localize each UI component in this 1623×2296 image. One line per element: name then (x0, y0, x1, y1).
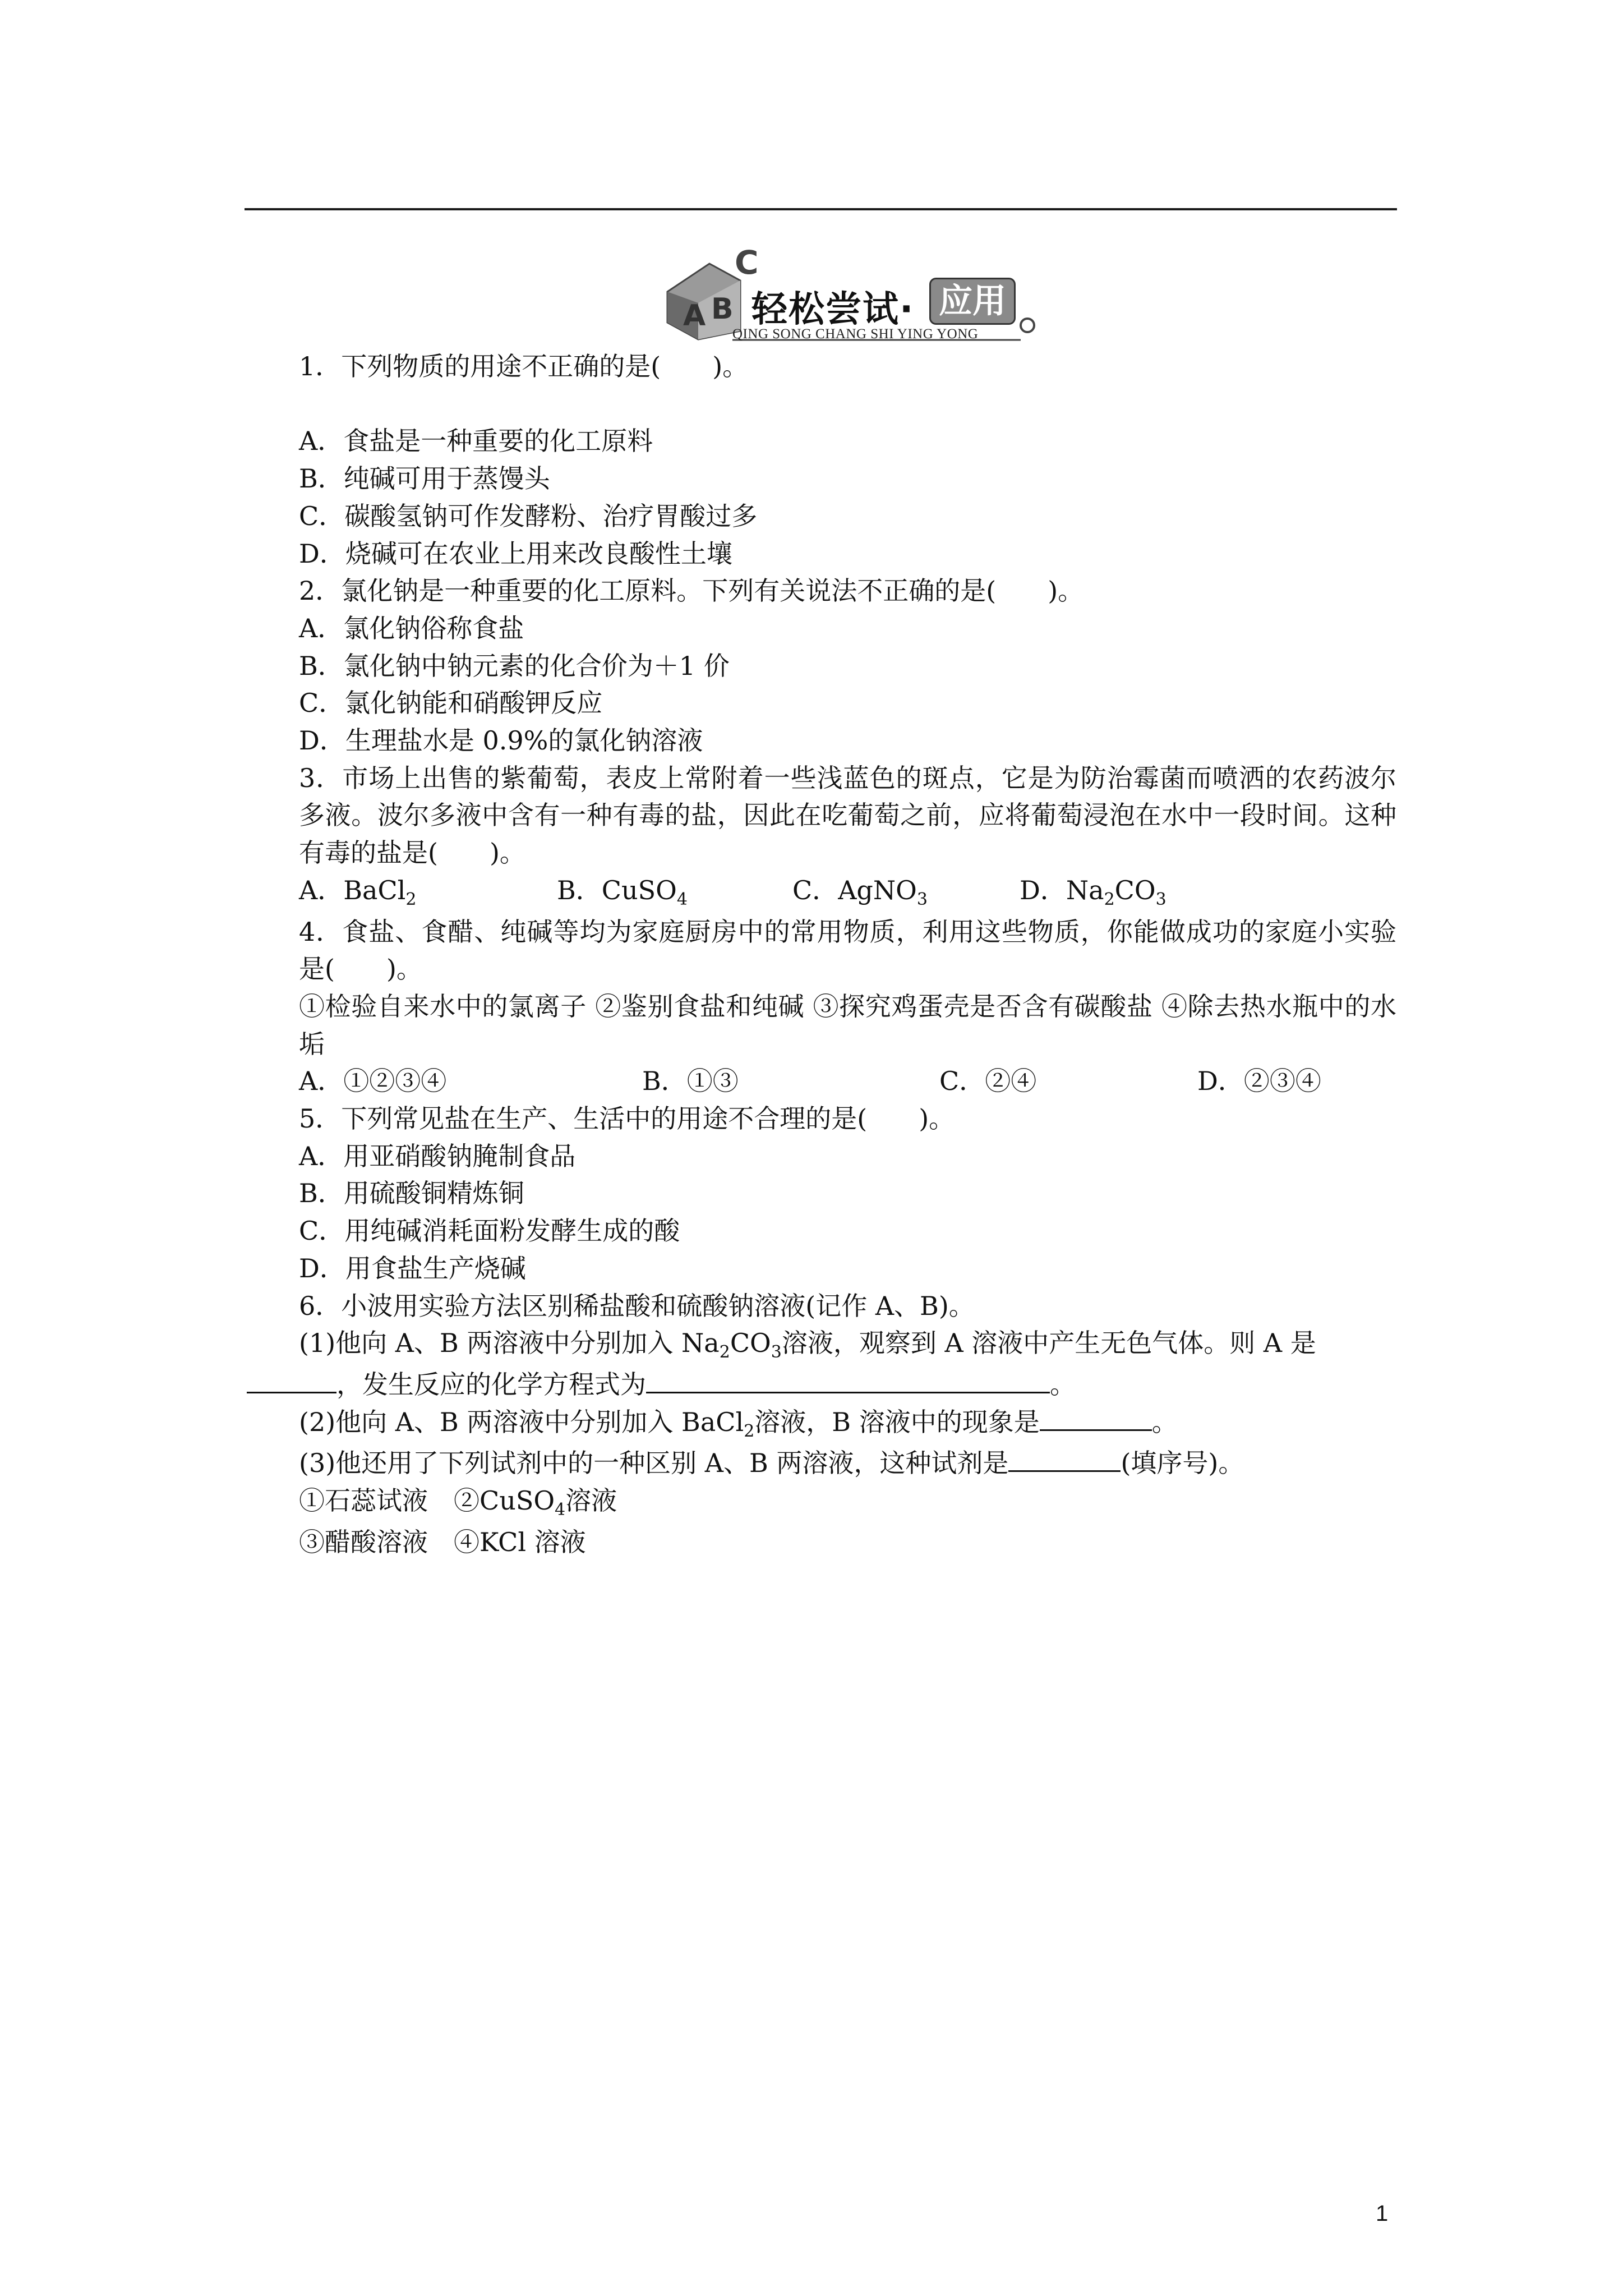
section-banner (656, 224, 1049, 342)
logo-letter-b: B (711, 292, 734, 326)
q6-part1-cont: ，发生反应的化学方程式为 。 (247, 1366, 1396, 1404)
banner-title: 轻松尝试· (751, 289, 915, 330)
q6-part2: (2)他向 A、B 两溶液中分别加入 BaCl$_2$溶液，B 溶液中的现象是 。 (299, 1406, 1178, 1441)
q2-option-b: B．氯化钠中钠元素的化合价为＋1 价 (299, 650, 730, 681)
q1-option-a: A．食盐是一种重要的化工原料 (299, 426, 653, 457)
answer-blank-equation[interactable] (646, 1369, 1050, 1393)
answer-blank-reagent[interactable] (1008, 1448, 1121, 1472)
q5-option-c: C．用纯碱消耗面粉发酵生成的酸 (299, 1216, 680, 1246)
q6-reagents-1: ①石蕊试液 ②CuSO$_4$溶液 (299, 1485, 617, 1520)
q6-reagents-2: ③醋酸溶液 ④KCl 溶液 (299, 1526, 586, 1557)
q1-option-c: C．碳酸氢钠可作发酵粉、治疗胃酸过多 (299, 500, 758, 531)
q4-option-a: A．①②③④ (299, 1066, 447, 1097)
q3-options (247, 872, 1396, 913)
q4-items: ①检验自来水中的氯离子 ②鉴别食盐和纯碱 ③探究鸡蛋壳是否含有碳酸盐 ④除去热水瓶中的水垢 (299, 991, 1396, 1059)
answer-blank-a[interactable] (247, 1369, 336, 1393)
question-list (247, 348, 1396, 1561)
q2-option-c: C．氯化钠能和硝酸钾反应 (299, 688, 603, 719)
q3-option-d: D．$Na_2CO_3$ (1020, 875, 1166, 909)
q3-option-c: C．AgNO$_3$ (792, 875, 928, 909)
q4-option-d: D．②③④ (1197, 1066, 1321, 1097)
q5-stem: 5．下列常见盐在生产、生活中的用途不合理的是( )。 (299, 1103, 955, 1134)
logo-letter-c: C (735, 243, 759, 282)
q3-option-b: B．CuSO$_4$ (557, 875, 688, 909)
q6-part3: (3)他还用了下列试剂中的一种区别 A、B 两溶液，这种试剂是 (填序号)。 (299, 1448, 1244, 1479)
q4-option-b: B．①③ (642, 1066, 739, 1097)
logo-letter-a: A (683, 299, 706, 333)
q2-stem: 2．氯化钠是一种重要的化工原料。下列有关说法不正确的是( )。 (299, 576, 1084, 606)
q1-option-d: D．烧碱可在农业上用来改良酸性土壤 (299, 538, 732, 569)
q6-stem: 6．小波用实验方法区别稀盐酸和硫酸钠溶液(记作 A、B)。 (299, 1290, 975, 1321)
q3-stem: 3．市场上出售的紫葡萄，表皮上常附着一些浅蓝色的斑点，它是为防治霉菌而喷洒的农药波尔多液。波尔多液中含有一种有毒的盐，因此在吃葡萄之前，应将葡萄浸泡在水中一段时间。这种有毒的盐是( )。 (299, 762, 1396, 868)
banner-title-box: 应用 (929, 278, 1016, 325)
answer-blank-phenomenon[interactable] (1040, 1407, 1152, 1431)
page-number: 1 (1376, 2201, 1389, 2226)
q6-part1: (1)他向 A、B 两溶液中分别加入 $Na_2CO_3$溶液，观察到 A 溶液中产生无色气体。则 A 是 (299, 1328, 1316, 1363)
q4-options (247, 1062, 1396, 1100)
q2-option-a: A．氯化钠俗称食盐 (299, 613, 524, 643)
q3-option-a: A．BaCl$_2$ (299, 875, 417, 909)
q1-option-b: B．纯碱可用于蒸馒头 (299, 463, 550, 494)
q4-option-c: C．②④ (939, 1066, 1037, 1097)
q5-option-a: A．用亚硝酸钠腌制食品 (299, 1140, 576, 1171)
q5-option-d: D．用食盐生产烧碱 (299, 1253, 526, 1283)
banner-subtitle: QING SONG CHANG SHI YING YONG (732, 326, 979, 342)
q5-option-b: B．用硫酸铜精炼铜 (299, 1178, 524, 1209)
q4-stem: 4．食盐、食醋、纯碱等均为家庭厨房中的常用物质，利用这些物质，你能做成功的家庭小实验是( )。 (299, 916, 1396, 984)
header-rule (245, 208, 1397, 210)
q1-stem: 1．下列物质的用途不正确的是( )。 (299, 351, 749, 381)
q2-option-d: D．生理盐水是 0.9%的氯化钠溶液 (299, 725, 703, 756)
